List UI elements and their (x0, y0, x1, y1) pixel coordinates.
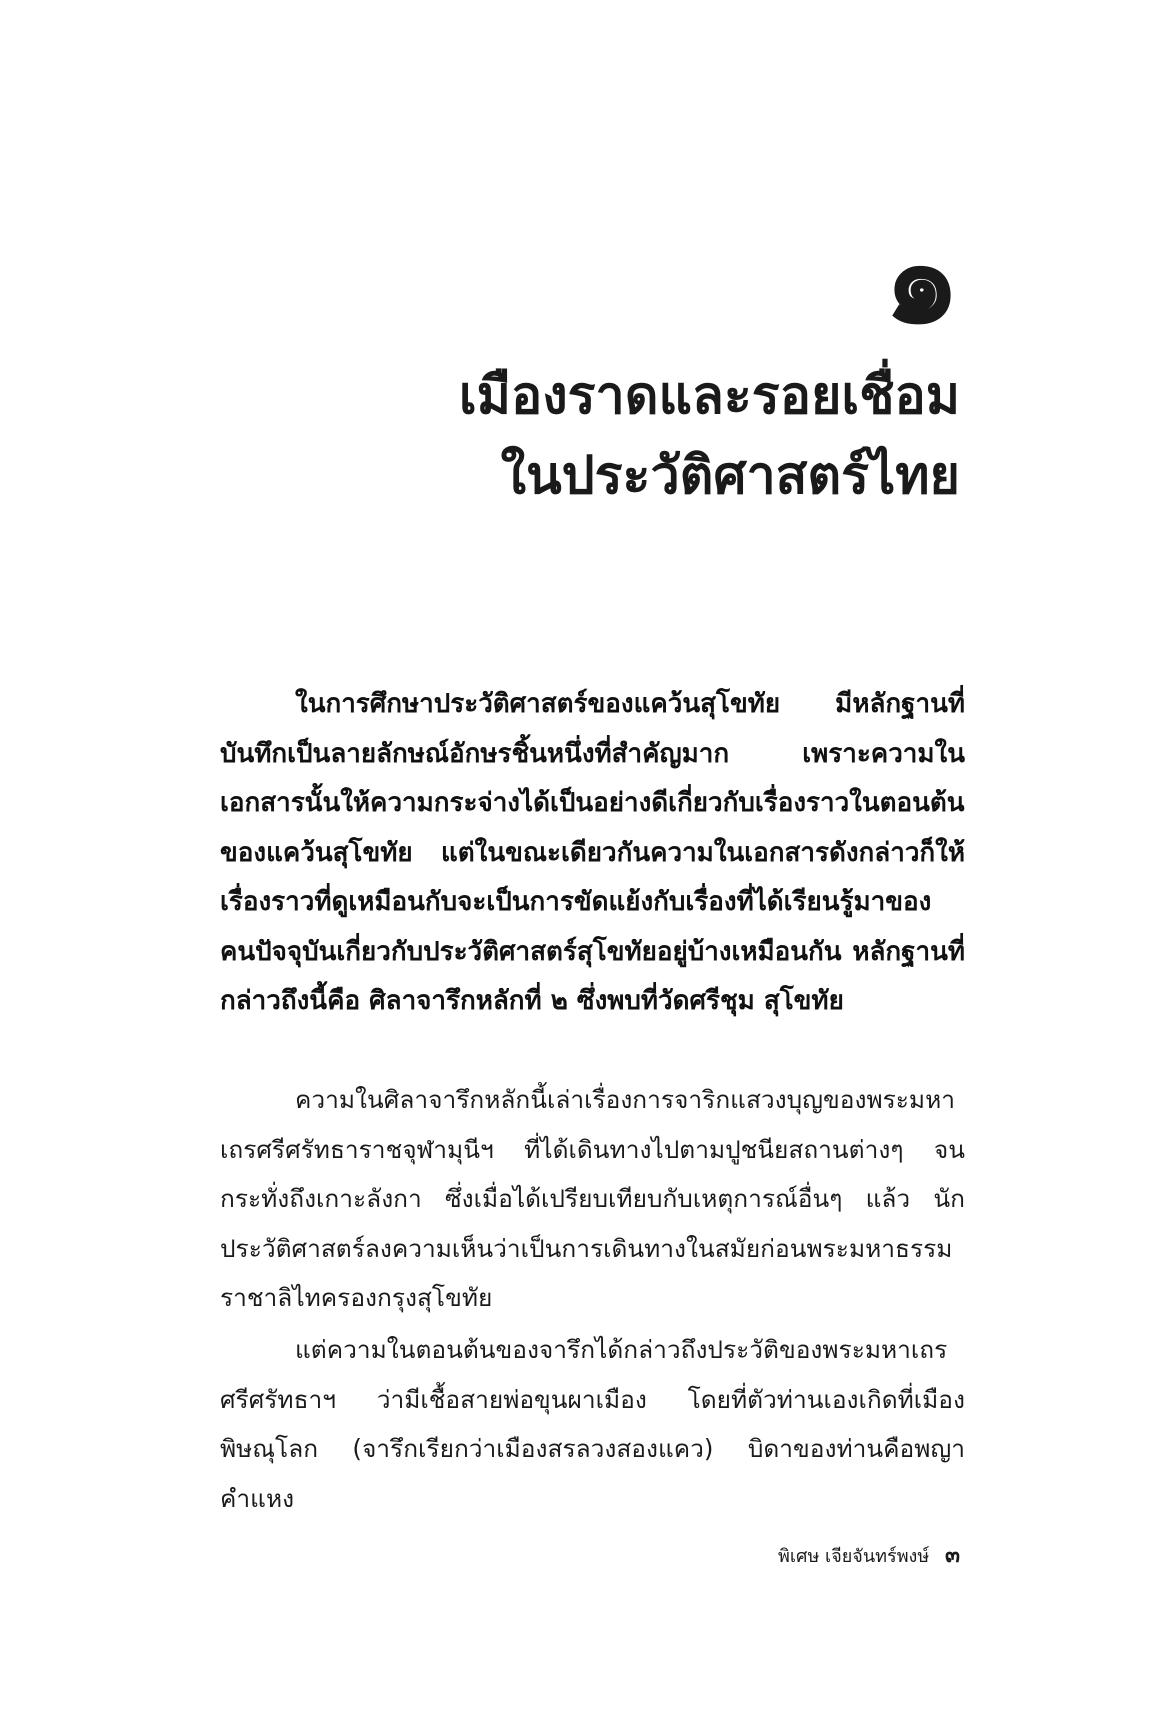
footer-author: พิเศษ เจียจันทร์พงษ์ (778, 1546, 930, 1567)
chapter-title-line-2: ในประวัติศาสตร์ไทย (500, 445, 960, 506)
page-footer (778, 1537, 960, 1572)
chapter-title (200, 356, 960, 516)
body-paragraph: แต่ความในตอนต้นของจารึกได้กล่าวถึงประวัติของพระมหาเถรศรีศรัทธาฯ ว่ามีเชื้อสายพ่อขุนผาเมือง โดยที่ตัวท่านเองเกิดที่เมืองพิษณุโลก (จารึกเรียกว่าเมืองสรลวงสองแคว) บิดาของท่านคือพญาคำแหง (220, 1335, 965, 1513)
body-paragraph: ความในศิลาจารึกหลักนี้เล่าเรื่องการจาริกแสวงบุญของพระมหาเถรศรีศรัทธาราชจุฬามุนีฯ ที่ได้เดินทางไปตามปูชนียสถานต่างๆ จนกระทั่งถึงเกาะลังกา ซึ่งเมื่อได้เปรียบเทียบกับเหตุการณ์อื่นๆ แล้ว นักประวัติศาสตร์ลงความเห็นว่าเป็นการเดินทางในสมัยก่อนพระมหาธรรมราชาลิไทครองกรุงสุโขทัย (220, 1085, 965, 1312)
chapter-number: ๑ (883, 212, 960, 351)
intro-paragraph: ในการศึกษาประวัติศาสตร์ของแคว้นสุโขทัย มีหลักฐานที่บันทึกเป็นลายลักษณ์อักษรชิ้นหนึ่งที่สำคัญมาก เพราะความในเอกสารนั้นให้ความกระจ่างได้เป็นอย่างดีเกี่ยวกับเรื่องราวในตอนต้นของแคว้นสุโขทัย แต่ในขณะเดียวกันความในเอกสารดังกล่าวก็ให้เรื่องราวที่ดูเหมือนกับจะเป็นการขัดแย้งกับเรื่องที่ได้เรียนรู้มาของคนปัจจุบันเกี่ยวกับประวัติศาสตร์สุโขทัยอยู่บ้างเหมือนกัน หลักฐานที่กล่าวถึงนี้คือ ศิลาจารึกหลักที่ ๒ ซึ่งพบที่วัดศรีชุม สุโขทัย (220, 689, 965, 1016)
page-number: ๓ (944, 1543, 960, 1568)
chapter-title-line-1: เมืองราดและรอยเชื่อม (458, 365, 960, 426)
